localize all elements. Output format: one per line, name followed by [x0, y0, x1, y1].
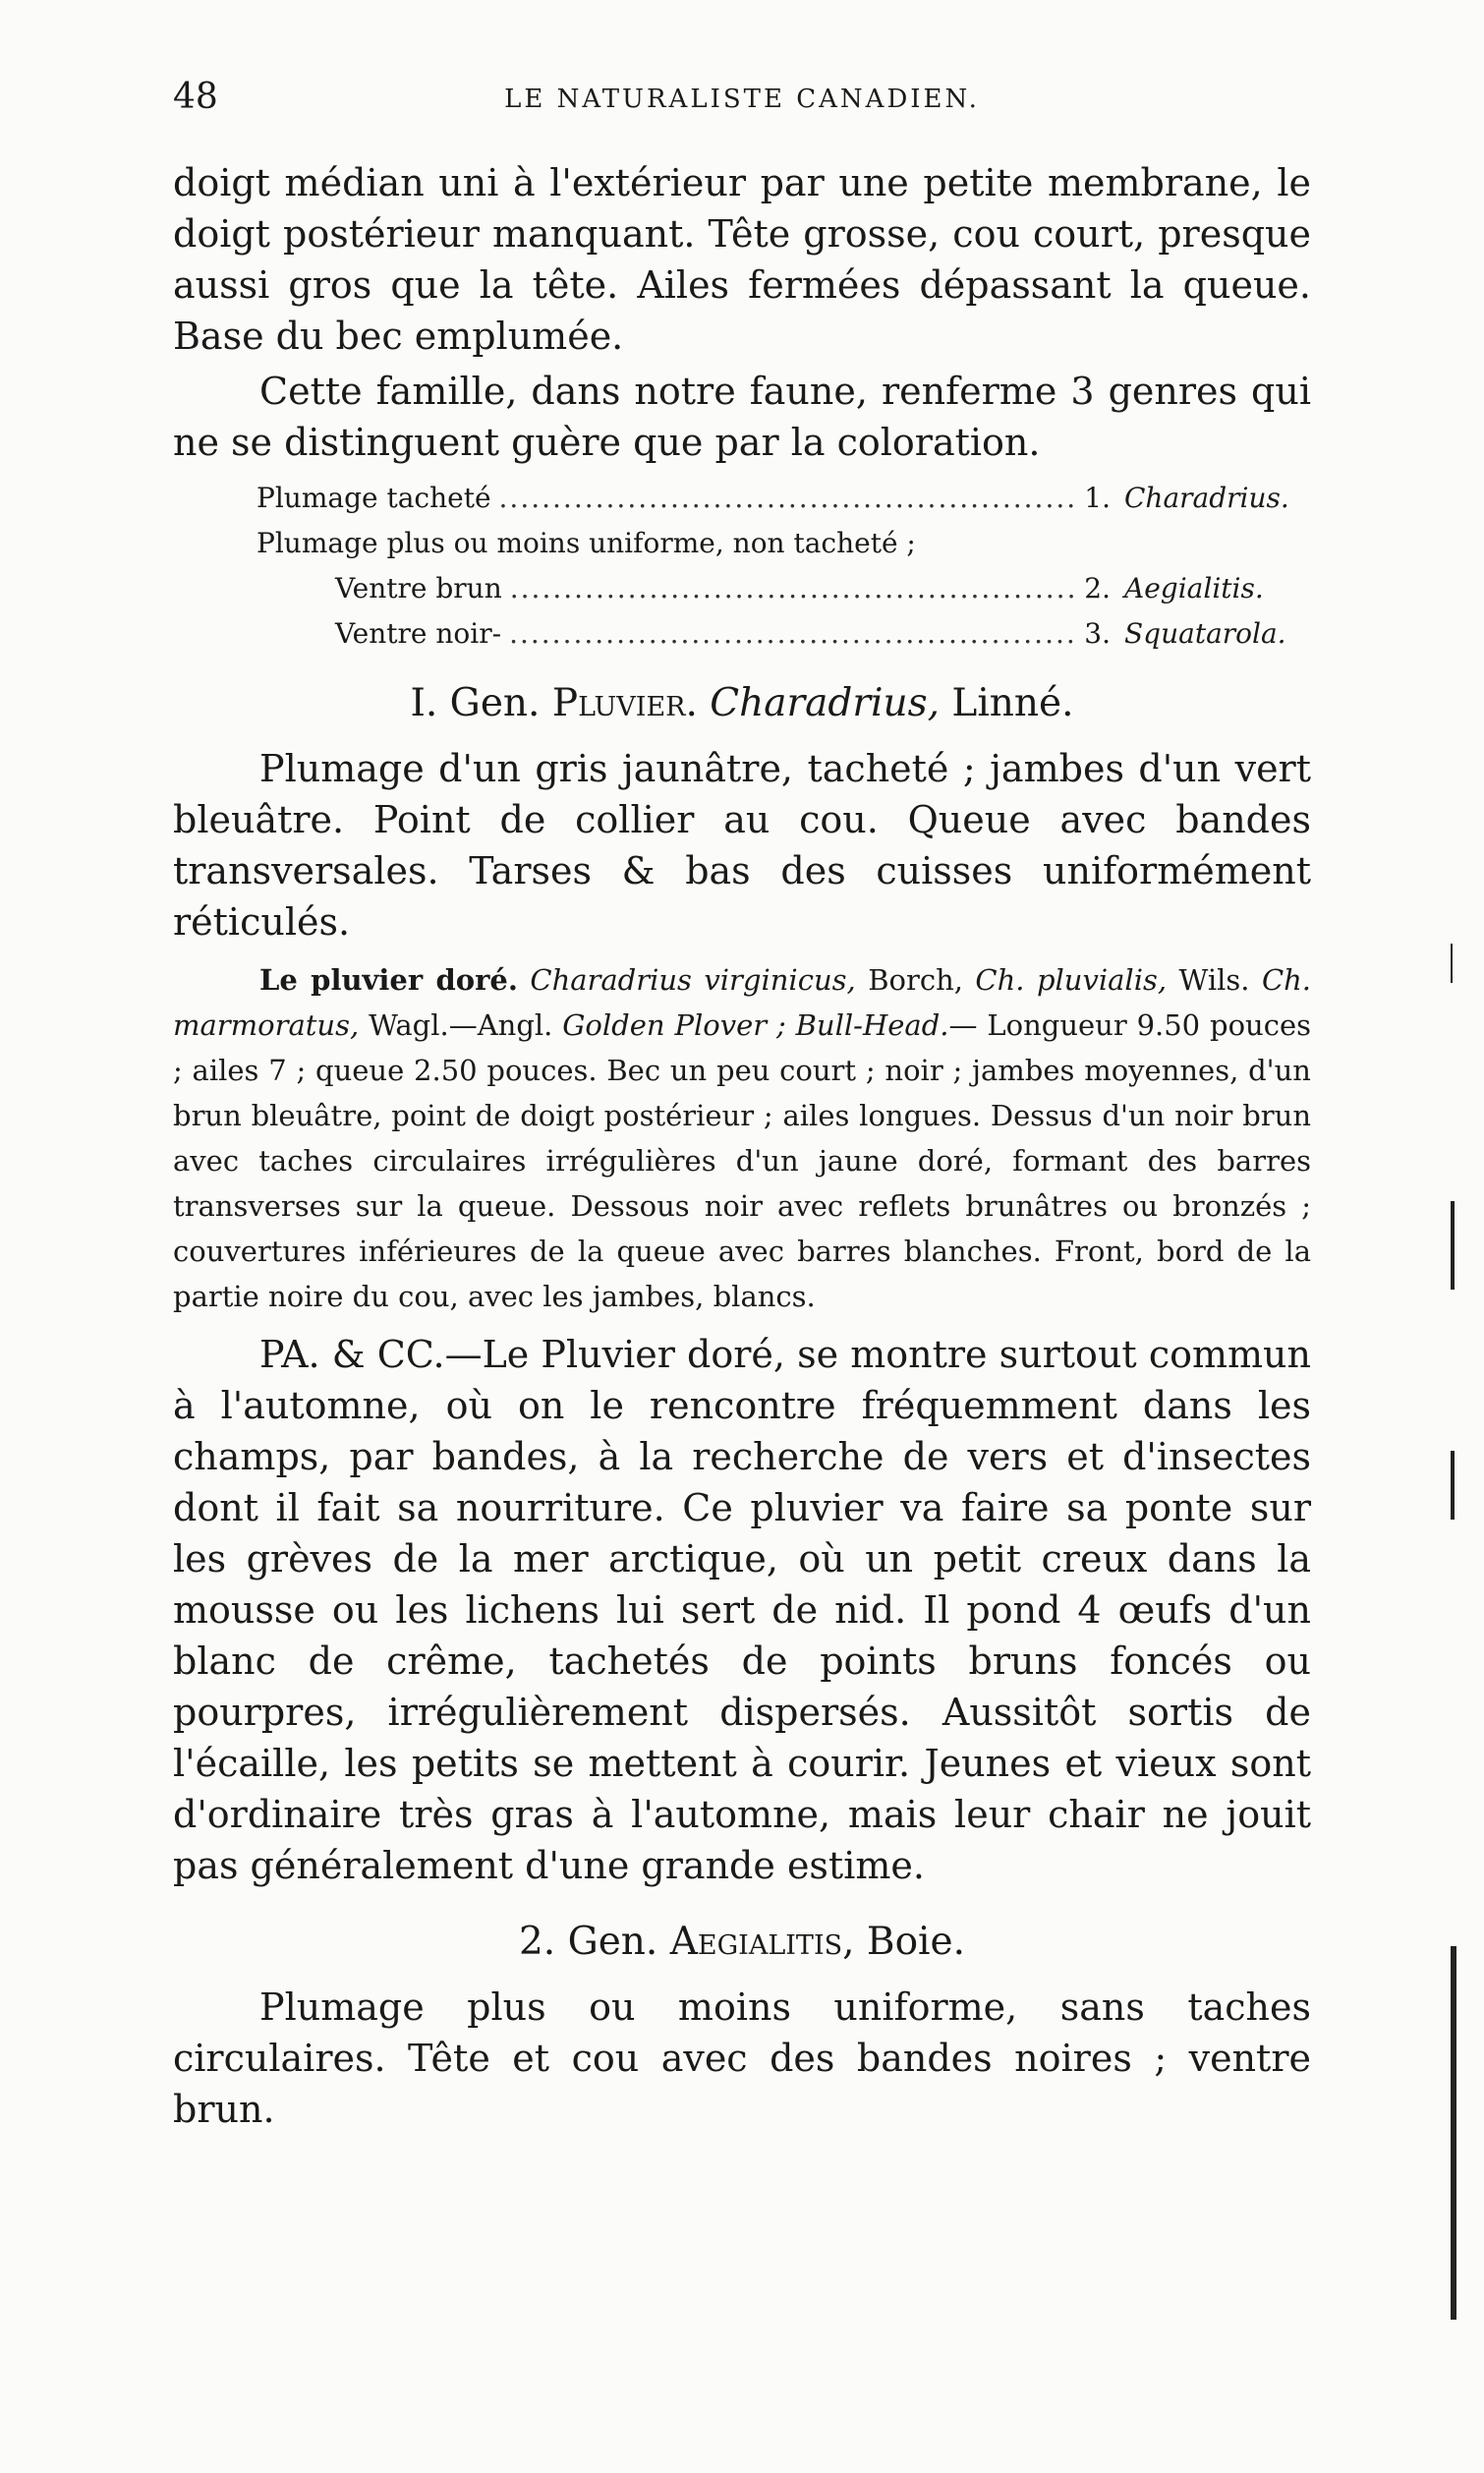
- habitat-paragraph: PA. & CC.—Le Pluvier doré, se montre surtout commun à l'automne, où on le rencontre fréquemment dans les champs, par bandes, à la recherche de vers et d'insectes dont il fait sa nourriture. Ce pluvier va faire sa ponte sur les grèves de la mer arctique, où un petit creux dans la mousse ou les lichens lui sert de nid. Il pond 4 œufs d'un blanc de crême, tachetés de points bruns foncés ou pourpres, irrégulièrement dispersés. Aussitôt sortis de l'écaille, les petits se mettent à courir. Jeunes et vieux sont d'ordinaire très gras à l'automne, mais leur chair ne jouit pas généralement d'une grande estime.: [173, 1333, 1311, 1887]
- key-leader-dots: [509, 611, 1076, 657]
- genus-author: Boie.: [866, 1920, 966, 1964]
- genus-latin: Charadrius,: [710, 681, 941, 725]
- species-entry: [173, 957, 1311, 1319]
- scan-mark: [1451, 944, 1453, 983]
- key-leader-dots: [499, 476, 1077, 521]
- scan-mark: [1451, 1946, 1456, 2320]
- genus-number: 2. Gen.: [518, 1920, 658, 1964]
- scan-margin-marks: [1451, 944, 1480, 2320]
- key-label: Plumage plus ou moins uniforme, non tacheté ;: [257, 527, 916, 559]
- key-leader-dots: [510, 566, 1077, 611]
- scan-mark: [1451, 1201, 1455, 1290]
- key-number: 1.: [1084, 482, 1111, 514]
- species-name: Le pluvier doré.: [259, 963, 518, 997]
- species-author: Borch,: [868, 963, 963, 997]
- paragraph-continued: doigt médian uni à l'extérieur par une petite membrane, le doigt postérieur manquant. Tête grosse, cou court, presque aussi gros que la tête. Ailes fermées dépassant la queue. Base du bec emplumée.: [173, 161, 1311, 358]
- page-header: [173, 77, 1311, 124]
- key-label: Ventre noir-: [335, 617, 502, 650]
- species-synonym: Ch. pluvialis,: [975, 963, 1168, 997]
- genus-number: I. Gen.: [410, 681, 541, 725]
- key-label: Ventre brun: [335, 572, 502, 604]
- key-row-4: [173, 611, 1311, 657]
- genus-heading-2: [173, 1917, 1311, 1968]
- genus-heading-1: [173, 678, 1311, 729]
- running-title: LE NATURALISTE CANADIEN.: [504, 85, 980, 114]
- key-genus: Charadrius.: [1124, 482, 1289, 514]
- key-number: 3.: [1084, 617, 1111, 650]
- species-author: Wils.: [1178, 963, 1250, 997]
- key-genus: Squatarola.: [1124, 617, 1286, 650]
- genus-author: Linné.: [951, 681, 1074, 725]
- key-row-3: [173, 566, 1311, 611]
- scan-mark: [1451, 1451, 1455, 1520]
- species-latin: Charadrius virginicus,: [530, 963, 856, 997]
- species-synonym: Ch. marmoratus,: [173, 963, 1312, 1042]
- page-number: 48: [173, 77, 218, 117]
- key-number: 2.: [1084, 572, 1111, 604]
- paragraph-family: Cette famille, dans notre faune, renferme 3 genres qui ne se distinguent guère que par la coloration.: [173, 370, 1311, 464]
- species-author: Wagl.—Angl.: [369, 1008, 553, 1042]
- key-row-2: [173, 521, 1311, 566]
- genus-name: Pluvier.: [551, 681, 698, 725]
- genus-description-1: Plumage d'un gris jaunâtre, tacheté ; jambes d'un vert bleuâtre. Point de collier au cou. Queue avec bandes transversales. Tarses & bas des cuisses uniformément réticulés.: [173, 747, 1311, 944]
- species-english-name: Golden Plover ; Bull-Head.: [562, 1008, 949, 1042]
- key-row-1: [173, 476, 1311, 521]
- page-body: [173, 157, 1311, 2135]
- species-description: — Longueur 9.50 pouces ; ailes 7 ; queue 2.50 pouces. Bec un peu court ; noir ; jambes moyennes, d'un brun bleuâtre, point de doigt postérieur ; ailes longues. Dessus d'un noir brun avec taches circulaires irrégulières d'un jaune doré, formant des barres transverses sur la queue. Dessous noir avec reflets brunâtres ou bronzés ; couvertures inférieures de la queue avec barres blanches. Front, bord de la partie noire du cou, avec les jambes, blancs.: [173, 1008, 1311, 1313]
- genus-key: [173, 476, 1311, 657]
- genus-description-2: Plumage plus ou moins uniforme, sans taches circulaires. Tête et cou avec des bandes noires ; ventre brun.: [173, 1985, 1311, 2131]
- key-genus: Aegialitis.: [1124, 572, 1264, 604]
- genus-name: Aegialitis,: [669, 1920, 855, 1964]
- key-label: Plumage tacheté: [257, 482, 491, 514]
